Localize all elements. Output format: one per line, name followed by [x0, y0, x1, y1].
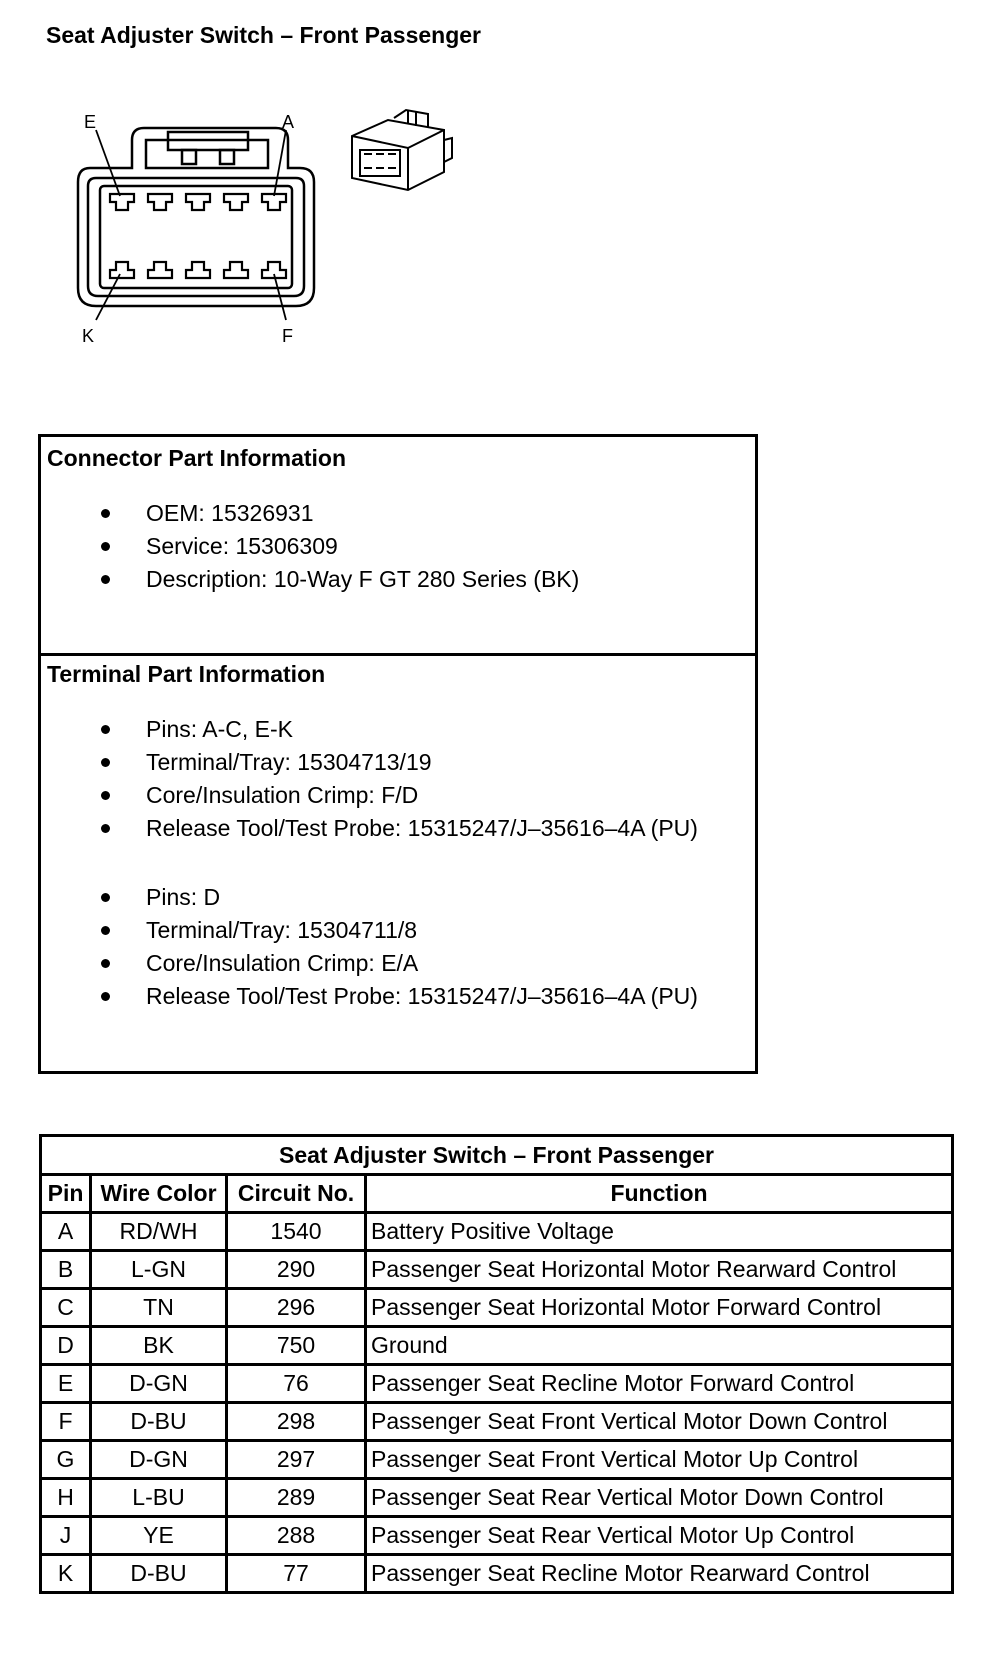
pin-label-f: F: [282, 326, 293, 346]
terminal-part-heading: Terminal Part Information: [47, 661, 326, 687]
table-header-row: [41, 1175, 953, 1213]
terminal-group-1: [41, 713, 698, 845]
cell-wire-color: D-GN: [91, 1441, 227, 1479]
cell-function: Ground: [366, 1327, 953, 1365]
page-title: Seat Adjuster Switch – Front Passenger: [46, 22, 481, 48]
connector-part-list: [41, 497, 579, 596]
cell-wire-color: TN: [91, 1289, 227, 1327]
cell-wire-color: L-GN: [91, 1251, 227, 1289]
cell-function: Passenger Seat Front Vertical Motor Down Control: [366, 1403, 953, 1441]
cell-circuit: 77: [227, 1555, 366, 1593]
cell-function: Passenger Seat Horizontal Motor Rearward Control: [366, 1251, 953, 1289]
terminal-group-2: [41, 881, 698, 1013]
connector-part-information: [41, 437, 755, 656]
list-item: Description: 10-Way F GT 280 Series (BK): [41, 563, 579, 596]
list-item: Terminal/Tray: 15304713/19: [41, 746, 698, 779]
list-item: Pins: A-C, E-K: [41, 713, 698, 746]
table-row: [41, 1213, 953, 1251]
table-row: [41, 1289, 953, 1327]
cell-pin: H: [41, 1479, 91, 1517]
cell-pin: E: [41, 1365, 91, 1403]
cell-wire-color: YE: [91, 1517, 227, 1555]
cell-pin: F: [41, 1403, 91, 1441]
connector-part-heading: Connector Part Information: [47, 445, 347, 471]
connector-isometric-illustration: [348, 106, 458, 196]
list-item: Pins: D: [41, 881, 698, 914]
cell-circuit: 289: [227, 1479, 366, 1517]
table-row: [41, 1251, 953, 1289]
column-header-function: Function: [366, 1175, 953, 1213]
cell-circuit: 288: [227, 1517, 366, 1555]
cell-wire-color: RD/WH: [91, 1213, 227, 1251]
column-header-wire-color: Wire Color: [91, 1175, 227, 1213]
list-item: OEM: 15326931: [41, 497, 579, 530]
cell-pin: J: [41, 1517, 91, 1555]
table-row: [41, 1403, 953, 1441]
list-item: Terminal/Tray: 15304711/8: [41, 914, 698, 947]
cell-circuit: 1540: [227, 1213, 366, 1251]
column-header-circuit-no: Circuit No.: [227, 1175, 366, 1213]
cell-function: Passenger Seat Horizontal Motor Forward Control: [366, 1289, 953, 1327]
cell-circuit: 750: [227, 1327, 366, 1365]
cell-pin: G: [41, 1441, 91, 1479]
cell-circuit: 298: [227, 1403, 366, 1441]
table-row: [41, 1555, 953, 1593]
cell-wire-color: BK: [91, 1327, 227, 1365]
pinout-table: [39, 1134, 954, 1594]
cell-pin: A: [41, 1213, 91, 1251]
table-row: [41, 1517, 953, 1555]
cell-function: Passenger Seat Recline Motor Forward Control: [366, 1365, 953, 1403]
cell-function: Passenger Seat Front Vertical Motor Up Control: [366, 1441, 953, 1479]
cell-function: Passenger Seat Recline Motor Rearward Control: [366, 1555, 953, 1593]
table-row: [41, 1327, 953, 1365]
table-row: [41, 1441, 953, 1479]
table-row: [41, 1365, 953, 1403]
column-header-pin: Pin: [41, 1175, 91, 1213]
cell-function: Passenger Seat Rear Vertical Motor Up Control: [366, 1517, 953, 1555]
cell-wire-color: L-BU: [91, 1479, 227, 1517]
part-information-box: [38, 434, 758, 1074]
cell-pin: K: [41, 1555, 91, 1593]
cell-wire-color: D-BU: [91, 1403, 227, 1441]
cell-circuit: 76: [227, 1365, 366, 1403]
cell-circuit: 297: [227, 1441, 366, 1479]
terminal-part-information: [41, 653, 755, 1071]
table-row: [41, 1479, 953, 1517]
list-item: Core/Insulation Crimp: F/D: [41, 779, 698, 812]
cell-pin: D: [41, 1327, 91, 1365]
pin-label-e: E: [84, 112, 97, 132]
table-caption: Seat Adjuster Switch – Front Passenger: [41, 1136, 953, 1175]
list-item: Service: 15306309: [41, 530, 579, 563]
cell-wire-color: D-BU: [91, 1555, 227, 1593]
list-item: Release Tool/Test Probe: 15315247/J–35616–4A (PU): [41, 980, 698, 1013]
cell-pin: C: [41, 1289, 91, 1327]
list-item: Release Tool/Test Probe: 15315247/J–35616–4A (PU): [41, 812, 698, 845]
cell-wire-color: D-GN: [91, 1365, 227, 1403]
cell-function: Battery Positive Voltage: [366, 1213, 953, 1251]
connector-face-diagram: [70, 110, 340, 350]
cell-circuit: 290: [227, 1251, 366, 1289]
pin-label-a: A: [282, 112, 295, 132]
cell-function: Passenger Seat Rear Vertical Motor Down Control: [366, 1479, 953, 1517]
cell-circuit: 296: [227, 1289, 366, 1327]
list-item: Core/Insulation Crimp: E/A: [41, 947, 698, 980]
pin-label-k: K: [82, 326, 95, 346]
cell-pin: B: [41, 1251, 91, 1289]
